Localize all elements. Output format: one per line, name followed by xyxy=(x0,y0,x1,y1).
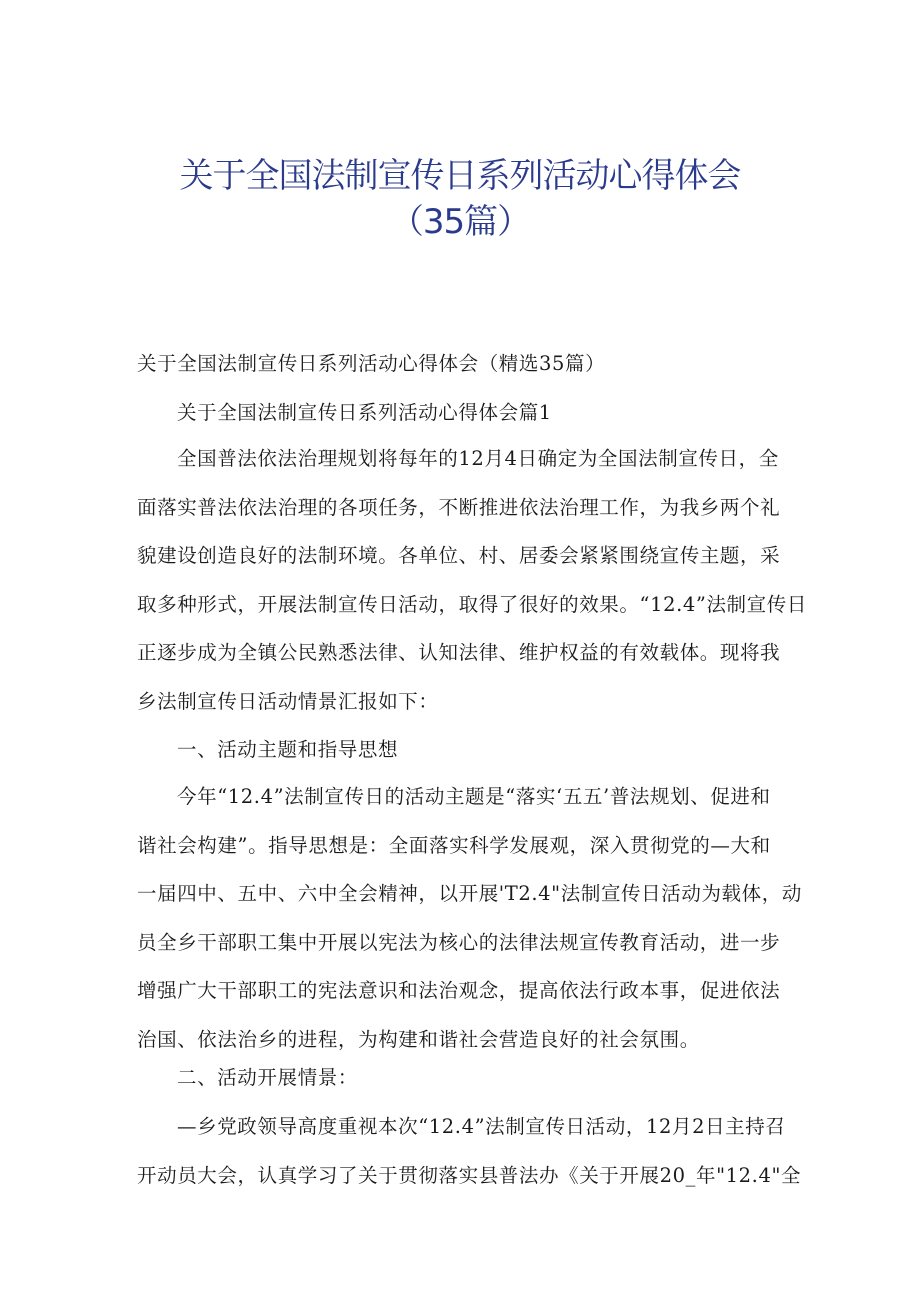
paragraph-line: 一届四中、五中、六中全会精神，以开展'T2.4"法制宣传日活动为载体，动 xyxy=(137,882,802,905)
paragraph-line: 开动员大会，认真学习了关于贯彻落实县普法办《关于开展20_年"12.4"全 xyxy=(137,1163,802,1187)
paragraph-line: 面落实普法依法治理的各项任务，不断推进依法治理工作，为我乡两个礼 xyxy=(137,495,781,519)
document-title-line2: （35篇） xyxy=(389,202,531,242)
paragraph-line: 貌建设创造良好的法制环境。各单位、村、居委会紧紧围绕宣传主题，采 xyxy=(137,544,781,567)
paragraph-line: 治国、依法治乡的进程，为构建和谐社会营造良好的社会氛围。 xyxy=(137,1027,700,1051)
document-title-line1: 关于全国法制宣传日系列活动心得体会 xyxy=(179,156,741,196)
section-heading-1: 一、活动主题和指导思想 xyxy=(177,738,399,761)
paragraph-line: 乡法制宣传日活动情景汇报如下： xyxy=(137,689,439,713)
paragraph-2 xyxy=(137,773,802,1064)
paragraph-1 xyxy=(137,435,807,726)
paragraph-line: —乡党政领导高度重视本次“12.4”法制宣传日活动，12月2日主持召 xyxy=(177,1115,786,1138)
document-subtitle: 关于全国法制宣传日系列活动心得体会（精选35篇） xyxy=(137,352,606,375)
paragraph-line: 取多种形式，开展法制宣传日活动，取得了很好的效果。“12.4”法制宣传日 xyxy=(137,592,807,616)
paragraph-line: 全国普法依法治理规划将每年的12月4日确定为全国法制宣传日，全 xyxy=(177,447,779,470)
paragraph-line: 今年“12.4”法制宣传日的活动主题是“落实‘五五’普法规划、促进和 xyxy=(177,785,771,808)
section-heading-2: 二、活动开展情景： xyxy=(177,1066,358,1089)
paragraph-line: 正逐步成为全镇公民熟悉法律、认知法律、维护权益的有效载体。现将我 xyxy=(137,641,781,664)
paragraph-3 xyxy=(137,1103,802,1200)
paragraph-line: 增强广大干部职工的宪法意识和法治观念，提高依法行政本事，促进依法 xyxy=(137,979,781,1002)
article-heading: 关于全国法制宣传日系列活动心得体会篇1 xyxy=(177,401,552,424)
paragraph-line: 谐社会构建”。指导思想是：全面落实科学发展观，深入贯彻党的—大和 xyxy=(137,833,771,857)
paragraph-line: 员全乡干部职工集中开展以宪法为核心的法律法规宣传教育活动，进一步 xyxy=(137,930,781,954)
